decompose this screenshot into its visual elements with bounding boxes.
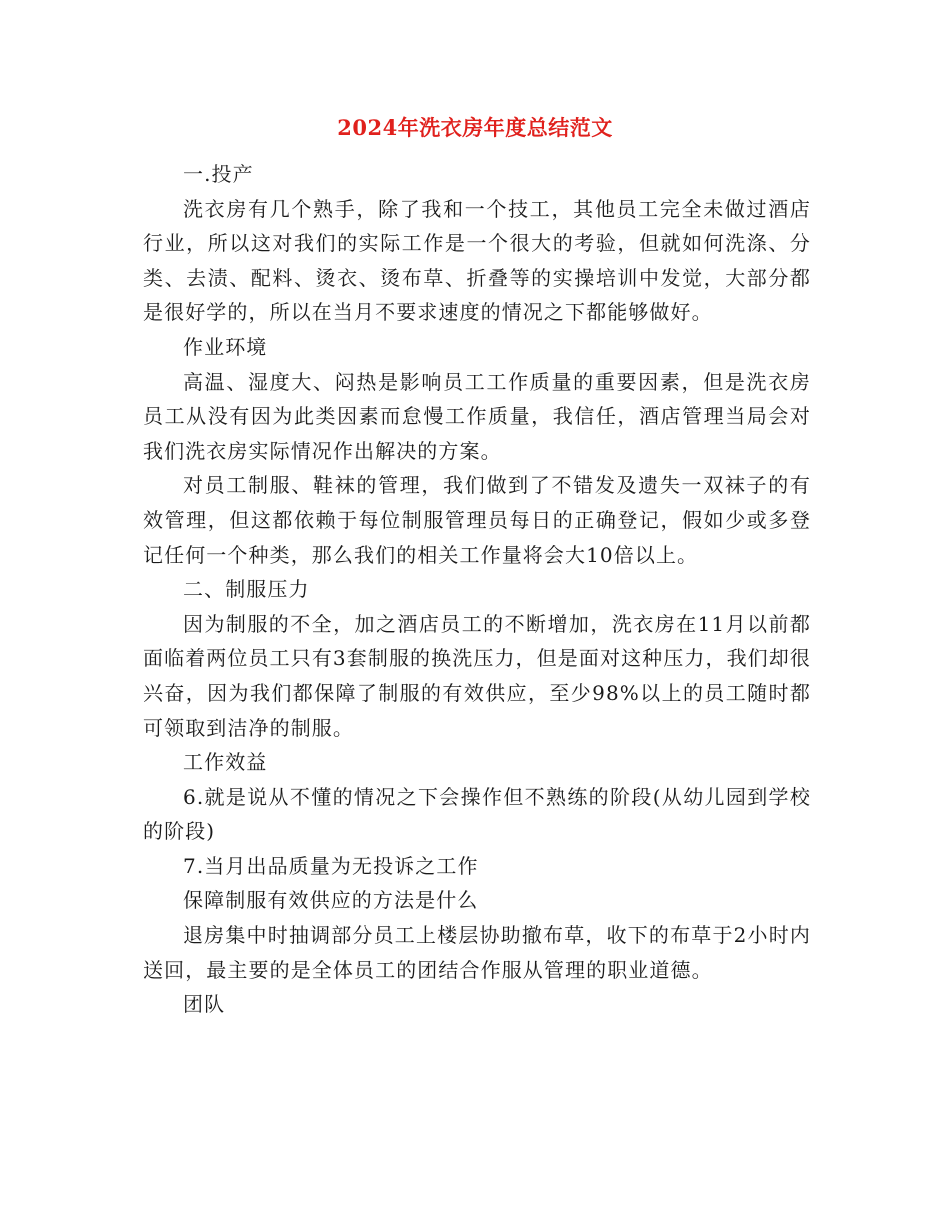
paragraph-uniform-supply: 退房集中时抽调部分员工上楼层协助撤布草，收下的布草于2小时内送回，最主要的是全体员工的团结合作服从管理的职业道德。	[143, 923, 811, 982]
paragraph-uniform-management: 对员工制服、鞋袜的管理，我们做到了不错发及遗失一双袜子的有效管理，但这都依赖于每位制服管理员每日的正确登记，假如少或多登记任何一个种类，那么我们的相关工作量将会大10倍以上。	[143, 473, 811, 567]
list-item-7: 7.当月出品质量为无投诉之工作	[183, 853, 479, 878]
section-heading-uniform-supply: 保障制服有效供应的方法是什么	[183, 888, 479, 913]
section-heading-uniform-pressure: 二、制服压力	[183, 577, 310, 602]
paragraph-uniform-pressure: 因为制服的不全，加之酒店员工的不断增加，洗衣房在11月以前都面临着两位员工只有3套制服的换洗压力，但是面对这种压力，我们却很兴奋，因为我们都保障了制服的有效供应，至少98%以上的员工随时都可领取到洁净的制服。	[143, 611, 811, 740]
paragraph-work-environment: 高温、湿度大、闷热是影响员工工作质量的重要因素，但是洗衣房员工从没有因为此类因素而怠慢工作质量，我信任，酒店管理当局会对我们洗衣房实际情况作出解决的方案。	[143, 369, 811, 463]
document-body	[143, 157, 811, 1022]
section-heading-team: 团队	[183, 992, 226, 1017]
list-item-6: 6.就是说从不懂的情况之下会操作但不熟练的阶段(从幼儿园到学校的阶段)	[143, 784, 811, 844]
document-title: 2024年洗衣房年度总结范文	[337, 115, 613, 140]
section-heading-production: 一.投产	[183, 162, 254, 186]
section-heading-work-benefit: 工作效益	[183, 750, 268, 775]
section-heading-work-environment: 作业环境	[183, 334, 268, 359]
paragraph-staff-training: 洗衣房有几个熟手，除了我和一个技工，其他员工完全未做过酒店行业，所以这对我们的实际工作是一个很大的考验，但就如何洗涤、分类、去渍、配料、烫衣、烫布草、折叠等的实操培训中发觉，大部分都是很好学的，所以在当月不要求速度的情况之下都能够做好。	[143, 196, 811, 325]
